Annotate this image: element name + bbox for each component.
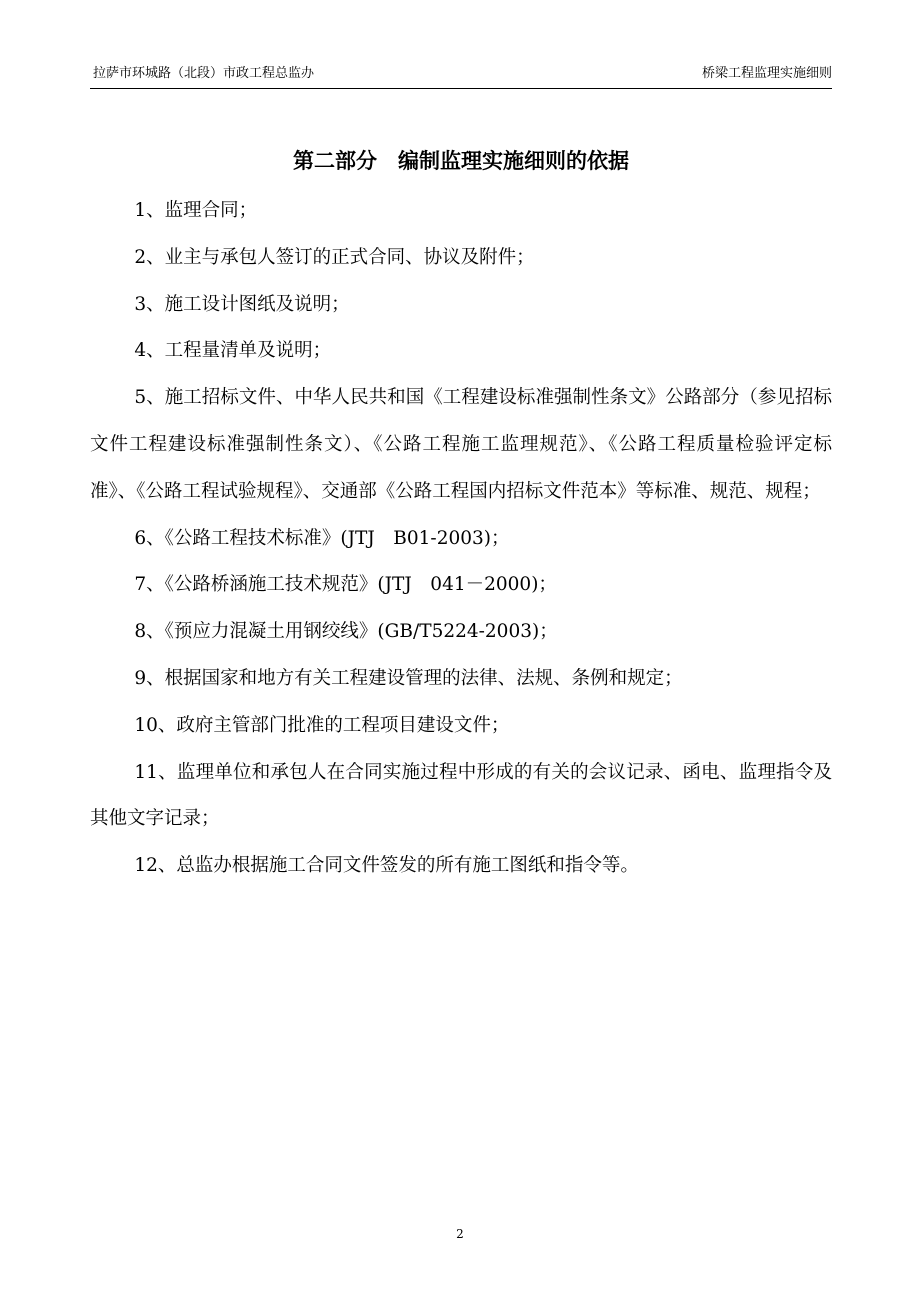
list-item: 9、根据国家和地方有关工程建设管理的法律、法规、条例和规定； xyxy=(134,667,683,689)
list-item: 5、施工招标文件、中华人民共和国《工程建设标准强制性条文》公路部分（参见招标文件工程建设标准强制性条文）、《公路工程施工监理规范》、《公路工程质量检验评定标准》、《公路工程试验规程》、交通部《公路工程国内招标文件范本》等标准、规范、规程； xyxy=(90,387,832,502)
section-title: 第二部分 编制监理实施细则的依据 xyxy=(293,149,629,173)
page-header xyxy=(90,64,832,89)
list-item: 7、《公路桥涵施工技术规范》(JTJ 041－2000)； xyxy=(134,574,557,596)
header-document-title: 桥梁工程监理实施细则 xyxy=(701,66,832,81)
list-item: 12、总监办根据施工合同文件签发的所有施工图纸和指令等。 xyxy=(134,855,639,877)
list-item: 8、《预应力混凝土用钢绞线》(GB/T5224-2003)； xyxy=(134,621,558,643)
list-item: 11、监理单位和承包人在合同实施过程中形成的有关的会议记录、函电、监理指令及其他文字记录； xyxy=(90,761,832,830)
header-organization: 拉萨市环城路（北段）市政工程总监办 xyxy=(93,66,315,81)
list-item: 1、监理合同； xyxy=(134,200,258,221)
document-body xyxy=(90,188,832,890)
list-item: 3、施工设计图纸及说明； xyxy=(134,293,350,315)
list-item: 6、《公路工程技术标准》(JTJ B01-2003)； xyxy=(134,527,510,549)
list-item: 4、工程量清单及说明； xyxy=(134,340,332,362)
page-number: 2 xyxy=(456,1227,464,1241)
list-item: 2、业主与承包人签订的正式合同、协议及附件； xyxy=(134,246,535,268)
list-item: 10、政府主管部门批准的工程项目建设文件； xyxy=(134,714,510,736)
